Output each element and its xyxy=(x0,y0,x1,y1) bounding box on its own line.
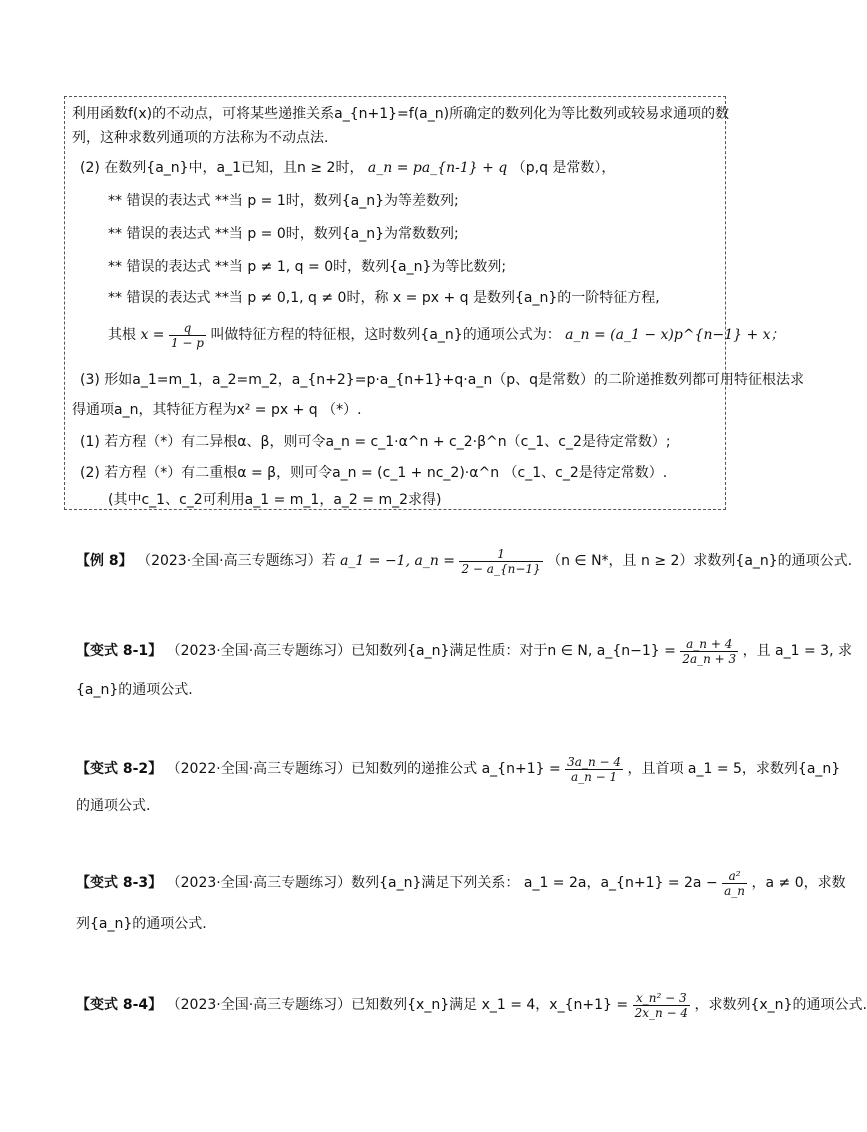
variant-8-2-source: （2022·全国·高三专题练习）已知数列的递推公式 a_{n+1} = xyxy=(166,761,561,777)
variant-8-3-fraction xyxy=(722,869,747,898)
root-x: x = xyxy=(140,327,165,343)
variant-8-2-fraction xyxy=(565,755,623,784)
section-3-line-5: (其中c_1、c_2可利用a_1 = m_1，a_2 = m_2求得) xyxy=(108,492,442,508)
section-3-line-1: (3) 形如a_1=m_1，a_2=m_2，a_{n+2}=p·a_{n+1}+q·a_n（p、q是常数）的二阶递推数列都可用特征根法求 xyxy=(80,372,804,388)
variant-8-3-source: （2023·全国·高三专题练习）数列{a_n}满足下列关系： a_1 = 2a，a_{n+1} = 2a − xyxy=(166,875,718,891)
variant-8-3-denominator: a_n xyxy=(724,883,746,898)
root-post: 叫做特征方程的特征根，这时数列{a_n}的通项公式为： xyxy=(210,327,561,343)
box-line-3 xyxy=(80,158,615,178)
root-fraction xyxy=(169,321,206,350)
variant-8-4-fraction xyxy=(633,991,690,1020)
box-line-2: 列，这种求数列通项的方法称为不动点法. xyxy=(72,130,329,146)
root-denominator: 1 − p xyxy=(170,335,204,350)
example-8-numerator: 1 xyxy=(459,547,542,562)
variant-8-2-denominator: a_n − 1 xyxy=(570,769,618,784)
variant-8-2-line-2: 的通项公式. xyxy=(76,798,151,814)
case-4: ** 错误的表达式 **当 p ≠ 0,1, q ≠ 0时，称 x = px + q 是数列{a_n}的一阶特征方程, xyxy=(108,290,660,306)
variant-8-3-line-2: 列{a_n}的通项公式. xyxy=(76,916,207,932)
root-formula: a_n = (a_1 − x)p^{n−1} + x； xyxy=(565,327,785,343)
variant-8-3-post: ，a ≠ 0，求数 xyxy=(751,875,846,891)
variant-8-4-tag: 【变式 8-4】 xyxy=(76,997,163,1013)
variant-8-2 xyxy=(76,752,840,786)
root-pre: 其根 xyxy=(108,327,136,343)
section-3-line-2: 得通项a_n，其特征方程为x² = px + q （*）. xyxy=(72,402,362,418)
variant-8-1 xyxy=(76,634,852,668)
example-8-condition: a_1 = −1, a_n = xyxy=(340,553,456,569)
variant-8-4-post: ，求数列{x_n}的通项公式. xyxy=(694,997,867,1013)
case-1: ** 错误的表达式 **当 p = 1时，数列{a_n}为等差数列; xyxy=(108,193,459,209)
variant-8-3-tag: 【变式 8-3】 xyxy=(76,875,163,891)
example-8-source: （2023·全国·高三专题练习）若 xyxy=(137,553,336,569)
example-8-rest: （n ∈ N*，且 n ≥ 2）求数列{a_n}的通项公式. xyxy=(547,553,853,569)
variant-8-1-source: （2023·全国·高三专题练习）已知数列{a_n}满足性质：对于n ∈ N, a_{n−1} = xyxy=(166,643,676,659)
variant-8-4-denominator: 2x_n − 4 xyxy=(634,1005,689,1020)
variant-8-4-source: （2023·全国·高三专题练习）已知数列{x_n}满足 x_1 = 4，x_{n+1} = xyxy=(166,997,629,1013)
box-line-1: 利用函数f(x)的不动点，可将某些递推关系a_{n+1}=f(a_n)所确定的数列化为等比数列或较易求通项的数 xyxy=(72,106,730,122)
example-8-denominator: 2 − a_{n−1} xyxy=(461,561,541,576)
variant-8-2-post: ，且首项 a_1 = 5，求数列{a_n} xyxy=(627,761,841,777)
variant-8-2-numerator: 3a_n − 4 xyxy=(567,754,621,769)
example-8 xyxy=(76,544,852,578)
box-line-3-post: （p,q 是常数）， xyxy=(511,160,616,176)
example-8-tag: 【例 8】 xyxy=(76,553,133,569)
case-3: ** 错误的表达式 **当 p ≠ 1, q = 0时，数列{a_n}为等比数列; xyxy=(108,259,507,275)
section-3-line-3: (1) 若方程（*）有二异根α、β，则可令a_n = c_1·α^n + c_2·β^n（c_1、c_2是待定常数）; xyxy=(80,434,671,450)
variant-8-4-numerator: x_n² − 3 xyxy=(633,991,690,1006)
root-numerator: q xyxy=(169,321,206,336)
variant-8-1-denominator: 2a_n + 3 xyxy=(682,651,737,666)
variant-8-3-numerator: a² xyxy=(722,869,747,884)
variant-8-2-tag: 【变式 8-2】 xyxy=(76,761,163,777)
box-line-3-pre: (2) 在数列{a_n}中，a_1已知，且n ≥ 2时， xyxy=(80,160,364,176)
recurrence-formula: a_n = pa_{n-1} + q xyxy=(367,160,508,176)
variant-8-3 xyxy=(76,866,846,900)
variant-8-1-line-2: {a_n}的通项公式. xyxy=(76,682,193,698)
variant-8-1-fraction xyxy=(680,637,738,666)
variant-8-1-tag: 【变式 8-1】 xyxy=(76,643,163,659)
section-3-line-4: (2) 若方程（*）有二重根α = β，则可令a_n = (c_1 + nc_2)·α^n （c_1、c_2是待定常数）. xyxy=(80,465,668,481)
root-line xyxy=(108,318,785,352)
variant-8-1-numerator: a_n + 4 xyxy=(680,637,738,652)
variant-8-4 xyxy=(76,988,867,1022)
case-2: ** 错误的表达式 **当 p = 0时，数列{a_n}为常数数列; xyxy=(108,226,459,242)
variant-8-1-post: ，且 a_1 = 3, 求 xyxy=(742,643,852,659)
example-8-fraction xyxy=(459,547,542,576)
